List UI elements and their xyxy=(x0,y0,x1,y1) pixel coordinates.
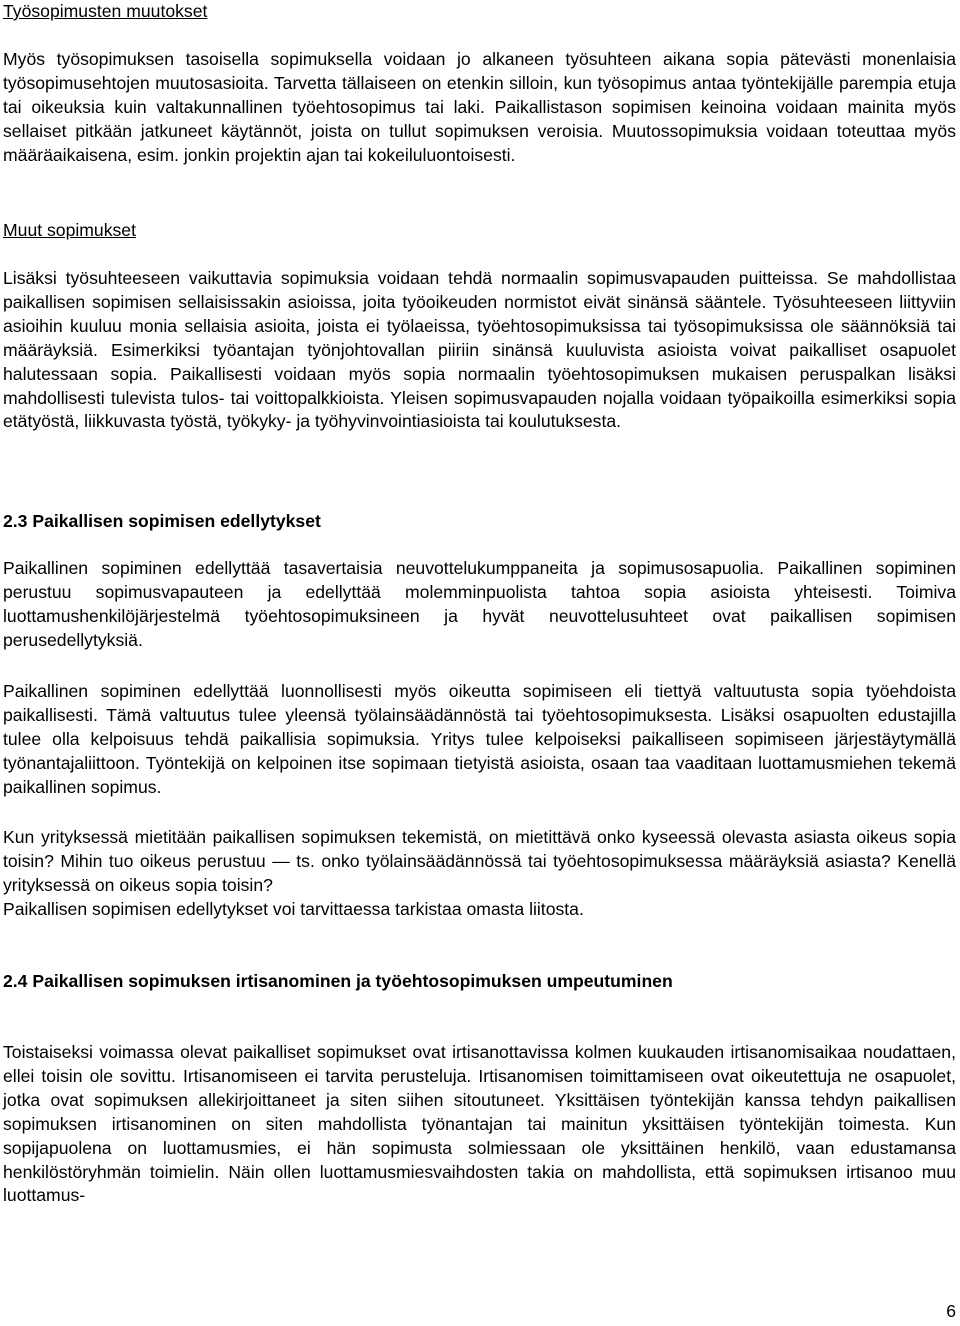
paragraph-muut-sopimukset: Lisäksi työsuhteeseen vaikuttavia sopimuksia voidaan tehdä normaalin sopimusvapauden puitteissa. Se mahdollistaa paikallisen sopimisen sellaisissakin asioissa, joita työoikeuden normistot eivät sinänsä sääntele. Työsuhteeseen liittyviin asioihin kuuluu monia sellaisia asioita, joista ei työlaeissa, työehtosopimuksissa tai työsopimuksissa ole säännöksiä tai määräyksiä. Esimerkiksi työantajan työnjohtovallan piiriin sinänsä kuuluvista asioista voivat paikalliset osapuolet halutessaan sopia. Paikallisesti voidaan myös sopia normaalin työehtosopimuksen mukaisen peruspalkan lisäksi mahdollisesti tulevista tulos- tai voittopalkkioista. Yleisen sopimusvapauden nojalla voidaan työpaikoilla esimerkiksi sopia etätyöstä, liikkuvasta työstä, työkyky- ja työhyvinvointiasioista tai koulutuksesta. xyxy=(3,268,956,432)
section-title: Paikallisen sopimuksen irtisanominen ja työehtosopimuksen umpeutuminen xyxy=(32,971,673,991)
page-number: 6 xyxy=(946,1301,956,1321)
paragraph-tyosopimusten-muutokset: Myös työsopimuksen tasoisella sopimuksella voidaan jo alkaneen työsuhteen aikana sopia pätevästi monenlaisia työsopimusehtojen muutosasioita. Tarvetta tällaiseen on etenkin silloin, kun työsopimus antaa työntekijälle parempia etuja tai oikeuksia kuin valtakunnallinen työehtosopimus tai laki. Paikallistason sopimisen keinoina voidaan mainita myös sellaiset pitkään jatkuneet käytännöt, joista on tullut sopimuksen veroisia. Muutossopimuksia voidaan toteuttaa myös määräaikaisena, esim. jonkin projektin ajan tai kokeiluluontoisesti. xyxy=(3,49,956,165)
section-number: 2.3 xyxy=(3,511,28,531)
section-heading-muut-sopimukset: Muut sopimukset xyxy=(3,220,136,240)
section-title: Paikallisen sopimisen edellytykset xyxy=(32,511,321,531)
section-heading-2-3 xyxy=(3,510,321,534)
paragraph-edellytykset-2: Paikallinen sopiminen edellyttää luonnollisesti myös oikeutta sopimiseen eli tiettyä valtuutusta sopia työehdoista paikallisesti. Tämä valtuutus tulee yleensä työlainsäädännöstä tai työehtosopimuksesta. Lisäksi osapuolten edustajilla tulee olla kelpoisuus tehdä paikallisia sopimuksia. Yritys tulee kelpoiseksi paikalliseen sopimiseen järjestäytymällä työnantajaliittoon. Työntekijä on kelpoinen itse sopimaan tietyistä asioista, osaan taa vaaditaan luottamusmiehen tekemä paikallinen sopimus. xyxy=(3,681,956,797)
paragraph-irtisanominen: Toistaiseksi voimassa olevat paikalliset sopimukset ovat irtisanottavissa kolmen kuukauden irtisanomisaikaa noudattaen, ellei toisin ole sovittu. Irtisanomiseen ei tarvita perusteluja. Irtisanomisen toimittamiseen ovat oikeutettuja ne osapuolet, jotka ovat sopimuksen allekirjoittaneet ja siten siihen sitoutuneet. Yksittäisen työntekijän kanssa tehdyn paikallisen sopimuksen irtisanominen on siten mahdollista työnantajan tai mainitun yksittäisen työntekijän toimesta. Kun sopijapuolena on luottamusmies, ei hän sopimusta solmiessaan ole yksittäinen henkilö, vaan edustamansa henkilöstöryhmän toimielin. Näin ollen luottamusmiesvaihdosten takia on mahdollista, että sopimuksen irtisanoo muu luottamus- xyxy=(3,1042,956,1206)
paragraph-edellytykset-4: Paikallisen sopimisen edellytykset voi tarvittaessa tarkistaa omasta liitosta. xyxy=(3,899,584,919)
paragraph-edellytykset-3: Kun yrityksessä mietitään paikallisen sopimuksen tekemistä, on mietittävä onko kyseessä olevasta asiasta oikeus sopia toisin? Mihin tuo oikeus perustuu — ts. onko työlainsäädännössä tai työehtosopimuksessa määräyksiä asiasta? Kenellä yrityksessä on oikeus sopia toisin? xyxy=(3,827,956,895)
section-heading-2-4 xyxy=(3,970,673,994)
section-number: 2.4 xyxy=(3,971,28,991)
section-heading-tyosopimusten-muutokset: Työsopimusten muutokset xyxy=(3,1,208,21)
paragraph-edellytykset-1: Paikallinen sopiminen edellyttää tasavertaisia neuvottelukumppaneita ja sopimusosapuolia. Paikallinen sopiminen perustuu sopimusvapauteen ja edellyttää molemminpuolista tahtoa sopia asioista yhteisesti. Toimiva luottamushenkilöjärjestelmä työehtosopimuksineen ja hyvät neuvottelusuhteet ovat paikallisen sopimisen perusedellytyksiä. xyxy=(3,558,956,650)
